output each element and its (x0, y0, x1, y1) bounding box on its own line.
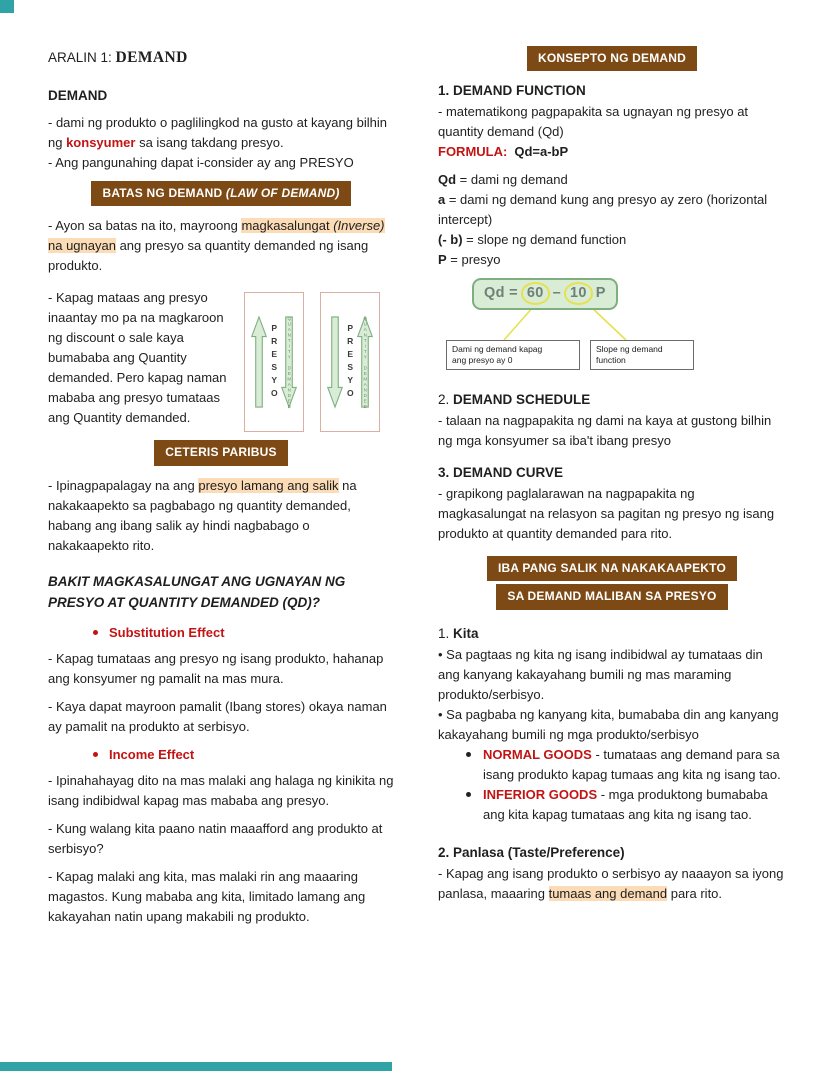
text-segment: sa isang takdang presyo. (135, 134, 284, 150)
batas-paragraph-2: - Kapag mataas ang presyo inaantay mo pa na magkaroon ng discount o sale kaya bumababa ang Quantity demanded. Pero kapag naman mababa ang presyo tumataas ang Quantity demanded. (48, 290, 227, 426)
consider-paragraph: - Ang pangunahing dapat i-consider ay ang PRESYO (48, 154, 354, 170)
text-segment: Qd (438, 172, 457, 188)
text-segment: DEMAND SCHEDULE (453, 392, 591, 408)
bullet-dot-icon (93, 752, 98, 757)
teal-corner-decoration (0, 0, 14, 13)
presyo-up-arrow-icon (251, 302, 267, 422)
text-segment: = dami ng demand (456, 172, 568, 188)
text-segment: - Ayon sa batas na ito, mayroong (48, 218, 242, 234)
definition-b (438, 230, 786, 250)
text-segment: 3. (438, 465, 454, 481)
teal-bottom-bar-decoration (0, 1062, 392, 1071)
definition-qd (438, 170, 786, 190)
demand-function-description: - matematikong pagpapakita sa ugnayan ng presyo at quantity demand (Qd) (438, 104, 749, 140)
batas-diagram-row (48, 288, 394, 432)
inferior-goods-text (483, 785, 786, 825)
text-segment: DEMAND (115, 49, 188, 66)
iba-pang-salik-badge (438, 556, 786, 610)
demand-heading: DEMAND (48, 87, 108, 103)
substitution-effect-bullet (48, 623, 394, 643)
slope-note-line-1: Slope ng demand (596, 344, 663, 355)
income-effect-label: Income Effect (109, 747, 195, 763)
text-segment: - dami ng produkto o paglilingkod na gusto at kayang bilhin ng (48, 114, 387, 150)
panlasa-paragraph (438, 864, 786, 904)
text-segment: 2. (438, 392, 454, 408)
text-segment: DEMAND CURVE (453, 465, 564, 481)
formula-pill (472, 278, 618, 309)
presyo-label: PRESYO (269, 323, 280, 402)
text-segment: = slope ng demand function (462, 232, 627, 248)
income-paragraph-1: - Ipinahahayag dito na mas malaki ang halaga ng kinikita ng isang indibidwal kapag mas mababa ang presyo. (48, 773, 394, 809)
slope-circle: 10 (564, 282, 593, 304)
konsepto-ng-demand-badge: KONSEPTO NG DEMAND (527, 46, 697, 71)
text-segment: para rito. (667, 885, 723, 901)
text-segment: P (438, 252, 447, 268)
demand-curve-heading (438, 463, 786, 484)
demand-schedule-description: - talaan na nagpapakita ng dami na kaya at gustong bilhin ng mga konsyumer sa iba't ibang presyo (438, 413, 772, 449)
presyo-up-quantity-down-box (244, 292, 304, 432)
normal-goods-text (483, 745, 786, 785)
batas-paragraph-1 (48, 216, 394, 276)
iba-pang-salik-badge-line-2: SA DEMAND MALIBAN SA PRESYO (496, 584, 727, 609)
substitution-paragraph-1: - Kapag tumataas ang presyo ng isang produkto, hahanap ang konsyumer ng pamalit na mas mura. (48, 651, 384, 687)
text-segment: konsyumer (66, 134, 136, 150)
text-segment: magkasalungat (241, 218, 334, 234)
intercept-note-line-1: Dami ng demand kapag (452, 344, 543, 355)
left-column (48, 46, 394, 928)
bullet-dot-icon (466, 752, 471, 757)
demand-definition-paragraph (48, 113, 394, 153)
slope-note-line-2: function (596, 355, 626, 366)
presyo-down-quantity-up-box (320, 292, 380, 432)
intercept-note-line-2: ang presyo ay 0 (452, 355, 513, 366)
formula-line (438, 142, 786, 162)
formula-minus: – (552, 285, 561, 302)
presyo-quantity-diagram (244, 288, 380, 432)
substitution-paragraph-2: - Kaya dapat mayroon pamalit (Ibang stores) okaya naman ay pamalit na produkto at serbisyo. (48, 699, 387, 735)
text-segment: na ugnayan (48, 238, 116, 254)
normal-goods-bullet (438, 745, 786, 785)
presyo-down-arrow-icon (327, 302, 343, 422)
right-column (438, 46, 786, 904)
text-segment: (- b) (438, 232, 463, 248)
intercept-circle: 60 (521, 282, 550, 304)
definition-p (438, 250, 786, 270)
ceteris-paribus-badge: CETERIS PARIBUS (154, 440, 287, 465)
panlasa-heading: 2. Panlasa (Taste/Preference) (438, 844, 625, 860)
text-segment: - tumataas ang demand para sa isang produkto kapag tumaas ang kita ng isang tao. (483, 746, 781, 782)
text-segment: Kita (453, 625, 479, 641)
quantity-down-arrow-icon (281, 302, 297, 422)
text-segment: INFERIOR GOODS (483, 786, 598, 802)
inferior-goods-bullet (438, 785, 786, 825)
text-segment: presyo lamang ang salik (198, 477, 339, 493)
text-segment: tumaas ang demand (548, 885, 668, 901)
formula-definitions (438, 170, 786, 270)
demand-function-heading: 1. DEMAND FUNCTION (438, 83, 586, 99)
text-segment: (LAW OF DEMAND) (225, 185, 340, 200)
text-segment: a (438, 192, 446, 208)
quantity-demanded-label: QUANTITY DEMANDED (286, 316, 292, 410)
demand-function-figure (438, 276, 786, 380)
demand-curve-description: - grapikong paglalarawan na nagpapakita ng magkasalungat na relasyon sa pagitan ng presyo ng isang produkto at quantity demanded para rito. (438, 485, 775, 541)
quantity-up-arrow-icon (357, 302, 373, 422)
intercept-note-box (446, 340, 580, 370)
kita-paragraph-1: • Sa pagtaas ng kita ng isang indibidwal ay tumataas din ang kanyang kakayahang bumili ng mas maraming produkto/serbisyo. (438, 646, 763, 702)
iba-pang-salik-badge-line-1: IBA PANG SALIK NA NAKAKAAPEKTO (487, 556, 737, 581)
quantity-demanded-label: QUANTITY DEMANDED (362, 316, 368, 410)
text-segment: = presyo (446, 252, 501, 268)
batas-ng-demand-badge (91, 181, 350, 206)
presyo-label: PRESYO (345, 323, 356, 402)
income-effect-bullet (48, 745, 394, 765)
text-segment: NORMAL GOODS (483, 746, 592, 762)
text-segment: na nakakaapekto sa pagbabago ng quantity demanded, habang ang ibang salik ay hindi nagbabago o nakakaapekto rito. (48, 477, 357, 553)
bakit-question-heading: BAKIT MAGKASALUNGAT ANG UGNAYAN NG PRESYO AT QUANTITY DEMANDED (QD)? (48, 573, 346, 610)
formula-value: Qd=a-bP (514, 144, 569, 160)
formula-qd-equals: Qd = (484, 285, 518, 302)
text-segment: - mga produktong bumababa ang kita kapag tumataas ang kita ng isang tao. (483, 786, 768, 822)
definition-a (438, 190, 786, 230)
lesson-title (48, 46, 394, 70)
text-segment: (Inverse) (333, 218, 385, 234)
formula-label: FORMULA: (438, 144, 508, 160)
text-segment: - Kapag ang isang produkto o serbisyo ay naaayon sa iyong panlasa, maaaring (438, 865, 784, 901)
text-segment: ARALIN 1: (48, 50, 116, 65)
text-segment: 1. (438, 625, 454, 641)
kita-paragraph-2: • Sa pagbaba ng kanyang kita, bumababa din ang kanyang kakayahang bumili ng mga produkto/serbisyo (438, 706, 779, 742)
demand-schedule-heading (438, 390, 786, 411)
bullet-dot-icon (93, 630, 98, 635)
text-segment: ang presyo sa quantity demanded ng isang produkto. (48, 238, 369, 274)
bullet-dot-icon (466, 792, 471, 797)
ceteris-paribus-paragraph (48, 476, 394, 556)
slope-note-box (590, 340, 694, 370)
formula-p-variable: P (595, 285, 606, 302)
text-segment: BATAS NG DEMAND (102, 185, 226, 200)
kita-heading (438, 624, 786, 645)
substitution-effect-label: Substitution Effect (109, 625, 225, 641)
text-segment: - Ipinagpapalagay na ang (48, 477, 199, 493)
income-paragraph-2: - Kung walang kita paano natin maaafford ang produkto at serbisyo? (48, 821, 383, 857)
text-segment: = dami ng demand kung ang presyo ay zero (horizontal intercept) (438, 192, 768, 228)
income-paragraph-3: - Kapag malaki ang kita, mas malaki rin ang maaaring magastos. Kung mababa ang kita, limitado lamang ang kakayahan natin upang makabili ng produkto. (48, 869, 366, 925)
